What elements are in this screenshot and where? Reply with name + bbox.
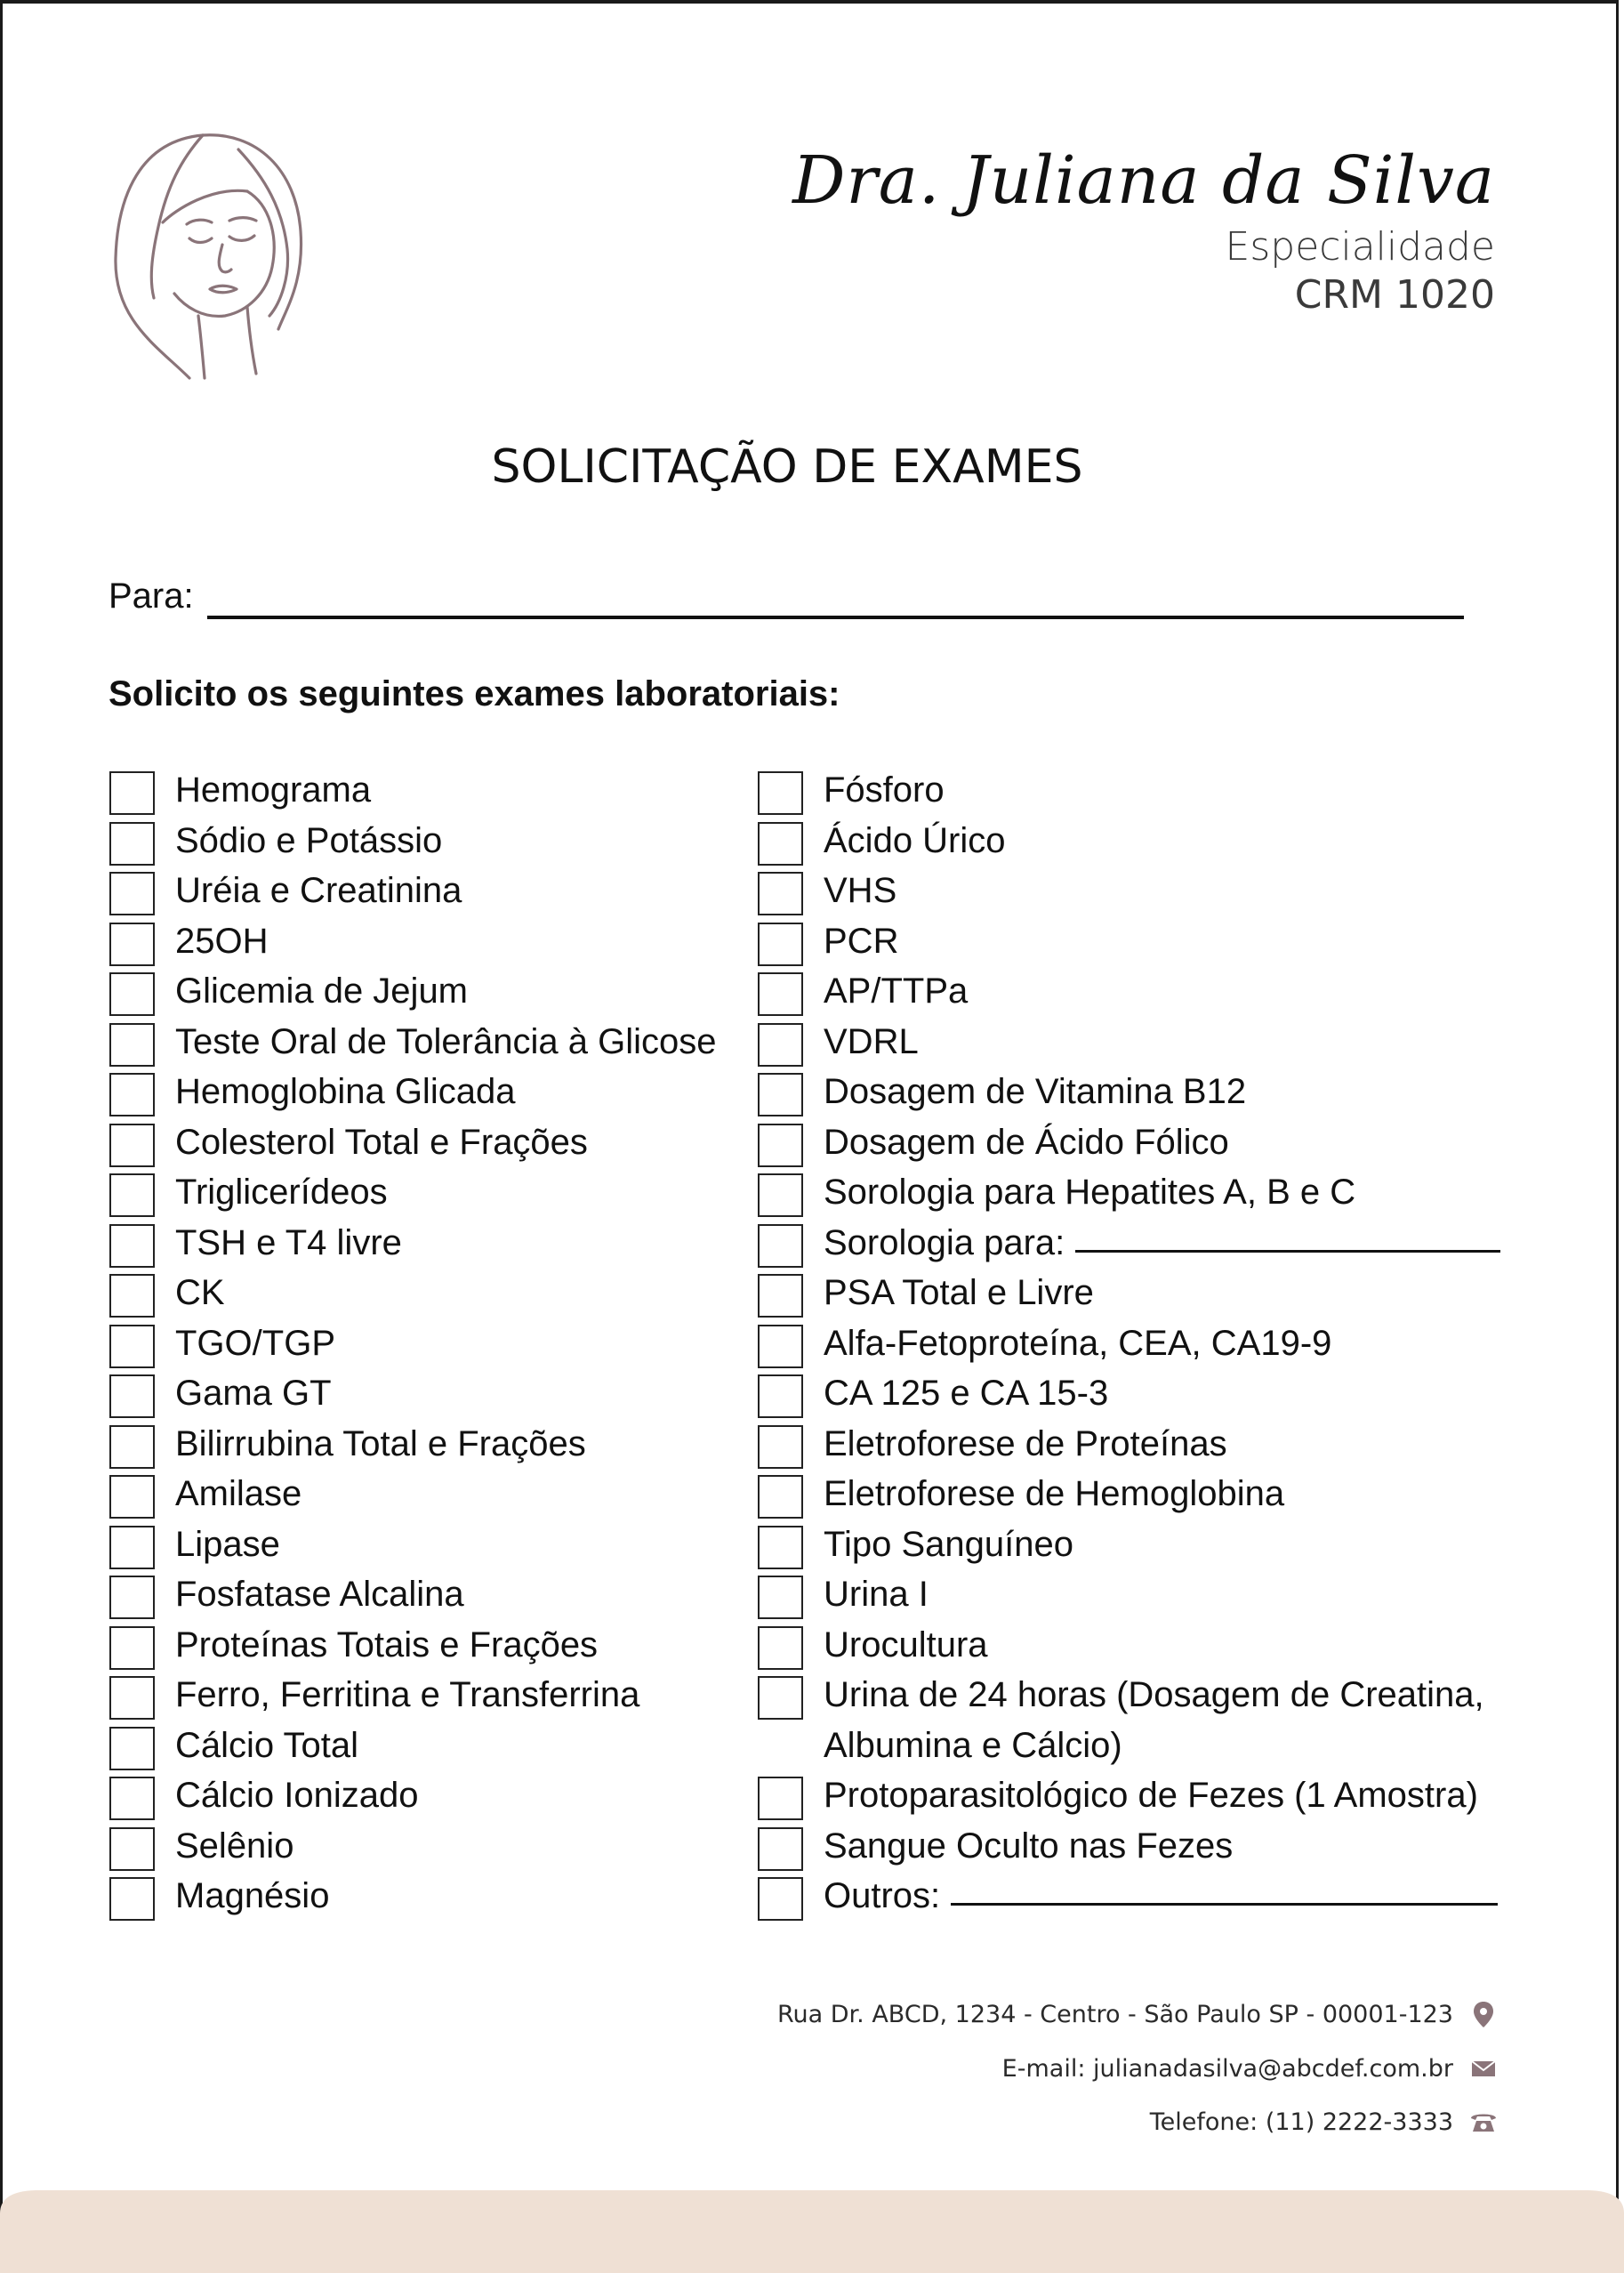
exam-item <box>758 1272 1500 1323</box>
exam-checkbox[interactable] <box>109 1425 155 1469</box>
doctor-specialty: Especialidade <box>1225 224 1495 270</box>
exam-label: Amilase <box>175 1474 302 1513</box>
exam-checkbox[interactable] <box>109 1124 155 1167</box>
exam-label: Glicemia de Jejum <box>175 971 469 1011</box>
exam-label: Sangue Oculto nas Fezes <box>824 1826 1234 1866</box>
exam-label: Alfa-Fetoproteína, CEA, CA19-9 <box>824 1323 1332 1363</box>
exam-label-with-blank <box>824 1871 1498 1922</box>
exam-checkbox[interactable] <box>109 822 155 866</box>
exam-checkbox[interactable] <box>109 1073 155 1116</box>
exam-checkbox[interactable] <box>758 1576 803 1619</box>
exam-item <box>758 1071 1500 1122</box>
exam-label: CK <box>175 1273 225 1312</box>
exam-label: AP/TTPa <box>824 971 969 1011</box>
doctor-name: Dra. Juliana da Silva <box>792 142 1495 219</box>
exam-checkbox[interactable] <box>109 872 155 915</box>
exam-label: Protoparasitológico de Fezes (1 Amostra) <box>824 1776 1478 1815</box>
exam-item <box>758 1674 1500 1775</box>
exam-item <box>109 921 716 971</box>
exam-item <box>758 1122 1500 1173</box>
exam-checkbox[interactable] <box>109 1325 155 1368</box>
exam-label: Eletroforese de Hemoglobina <box>824 1474 1285 1513</box>
exam-checkbox[interactable] <box>758 1274 803 1318</box>
address-text: Rua Dr. ABCD, 1234 - Centro - São Paulo SP - 00001-123 <box>776 2000 1453 2028</box>
exam-list-left <box>109 770 716 1926</box>
footer-address <box>777 1998 1499 2030</box>
exam-item <box>758 921 1500 971</box>
exam-label: Cálcio Ionizado <box>175 1776 419 1815</box>
exam-checkbox[interactable] <box>758 1325 803 1368</box>
exam-label: Cálcio Total <box>175 1725 359 1765</box>
exam-checkbox[interactable] <box>758 1425 803 1469</box>
exam-item <box>758 770 1500 820</box>
exam-item <box>109 1122 716 1173</box>
exam-label: Uréia e Creatinina <box>175 871 462 910</box>
exam-item <box>758 971 1500 1021</box>
exam-item <box>758 1373 1500 1423</box>
exam-item <box>758 1021 1500 1072</box>
exam-checkbox[interactable] <box>758 822 803 866</box>
recipient-label: Para: <box>109 576 194 616</box>
exam-checkbox[interactable] <box>109 1173 155 1217</box>
exam-checkbox[interactable] <box>758 1224 803 1268</box>
exam-label: Gama GT <box>175 1374 332 1413</box>
exam-label: VHS <box>824 871 897 910</box>
exam-item <box>109 1272 716 1323</box>
exam-item <box>109 820 716 871</box>
exam-item <box>109 1172 716 1222</box>
woman-face-logo-icon <box>105 125 318 383</box>
exam-checkbox[interactable] <box>109 1224 155 1268</box>
exam-item <box>109 971 716 1021</box>
exam-label: Urina de 24 horas (Dosagem de Creatina, <box>824 1675 1484 1714</box>
exam-label-multiline <box>824 1670 1484 1770</box>
exam-item <box>758 870 1500 921</box>
exam-item <box>758 1323 1500 1374</box>
exam-item <box>758 1775 1500 1826</box>
exam-item <box>109 1826 716 1876</box>
exam-label: Outros: <box>824 1876 941 1915</box>
exam-item <box>758 1624 1500 1675</box>
exam-label: Eletroforese de Proteínas <box>824 1423 1227 1463</box>
exam-checkbox[interactable] <box>109 972 155 1016</box>
exam-checkbox[interactable] <box>109 1827 155 1871</box>
exam-label: Lipase <box>175 1524 280 1564</box>
exam-label: Sorologia para: <box>824 1222 1065 1262</box>
exam-checkbox[interactable] <box>109 1626 155 1670</box>
exam-label: Sorologia para Hepatites A, B e C <box>824 1173 1356 1212</box>
exam-checkbox[interactable] <box>109 923 155 966</box>
exam-label: Hemograma <box>175 770 372 810</box>
exam-item <box>109 1624 716 1675</box>
exam-label: VDRL <box>824 1021 919 1061</box>
exam-item <box>758 1473 1500 1524</box>
exam-label: Hemoglobina Glicada <box>175 1072 516 1111</box>
exam-item <box>758 820 1500 871</box>
exam-label: Selênio <box>175 1826 294 1866</box>
exam-label: CA 125 e CA 15-3 <box>824 1374 1109 1413</box>
exam-item <box>109 1071 716 1122</box>
exam-item <box>109 1875 716 1926</box>
exam-item <box>109 1323 716 1374</box>
exam-checkbox[interactable] <box>109 1374 155 1418</box>
exam-checkbox[interactable] <box>109 1526 155 1569</box>
exam-checkbox[interactable] <box>758 1124 803 1167</box>
exam-checkbox[interactable] <box>109 771 155 815</box>
exam-label: Magnésio <box>175 1876 330 1915</box>
exam-label: PCR <box>824 921 899 961</box>
exam-checkbox[interactable] <box>758 872 803 915</box>
exam-checkbox[interactable] <box>758 1877 803 1921</box>
exam-item <box>758 1524 1500 1575</box>
exam-checkbox[interactable] <box>758 1073 803 1116</box>
footer-email <box>1002 2052 1499 2084</box>
exam-item <box>109 1373 716 1423</box>
footer-phone <box>1150 2106 1499 2138</box>
exam-item <box>758 1222 1500 1273</box>
exam-checkbox[interactable] <box>758 1626 803 1670</box>
exam-item <box>109 770 716 820</box>
exam-label: TSH e T4 livre <box>175 1222 402 1262</box>
exam-label: Teste Oral de Tolerância à Glicose <box>175 1021 717 1061</box>
phone-text: Telefone: (11) 2222-3333 <box>1149 2108 1453 2136</box>
exam-checkbox[interactable] <box>758 1777 803 1820</box>
exam-label: Dosagem de Ácido Fólico <box>824 1122 1229 1162</box>
exam-item <box>109 1524 716 1575</box>
exam-item <box>109 1775 716 1826</box>
exam-label-continued: Albumina e Cálcio) <box>824 1725 1122 1765</box>
exam-item <box>109 870 716 921</box>
exam-item <box>758 1875 1500 1926</box>
exam-checkbox[interactable] <box>758 1526 803 1569</box>
exam-checkbox[interactable] <box>758 972 803 1016</box>
exam-checkbox[interactable] <box>109 1023 155 1067</box>
exam-item <box>109 1423 716 1474</box>
recipient-input-line[interactable] <box>207 616 1464 619</box>
telephone-icon <box>1467 2106 1499 2138</box>
exam-label: Triglicerídeos <box>175 1173 388 1212</box>
exam-checkbox[interactable] <box>109 1475 155 1519</box>
exam-item <box>109 1473 716 1524</box>
exam-label: Proteínas Totais e Frações <box>175 1624 599 1664</box>
exam-item <box>109 1021 716 1072</box>
exam-label: Dosagem de Vitamina B12 <box>824 1072 1247 1111</box>
others-input-line[interactable] <box>951 1903 1498 1906</box>
doctor-crm: CRM 1020 <box>1294 272 1495 318</box>
exam-label: Ácido Úrico <box>824 820 1006 860</box>
exam-label: 25OH <box>175 921 269 961</box>
exam-checkbox[interactable] <box>109 1576 155 1619</box>
exam-item <box>109 1574 716 1624</box>
exam-checkbox[interactable] <box>758 1676 803 1720</box>
exam-checkbox[interactable] <box>109 1777 155 1820</box>
request-label: Solicito os seguintes exames laboratoriais: <box>109 674 840 713</box>
exam-item <box>109 1674 716 1725</box>
exam-label: TGO/TGP <box>175 1323 335 1363</box>
exam-checkbox[interactable] <box>109 1877 155 1921</box>
serology-input-line[interactable] <box>1075 1250 1500 1253</box>
exam-item <box>109 1725 716 1776</box>
exam-item <box>758 1826 1500 1876</box>
exam-label: Fosfatase Alcalina <box>175 1575 464 1614</box>
exam-checkbox[interactable] <box>758 1827 803 1871</box>
exam-label: Ferro, Ferritina e Transferrina <box>175 1675 640 1714</box>
email-text: E-mail: julianadasilva@abcdef.com.br <box>1001 2054 1453 2083</box>
exam-label: Tipo Sanguíneo <box>824 1524 1073 1564</box>
exam-label: Urocultura <box>824 1624 988 1664</box>
location-pin-icon <box>1467 1998 1499 2030</box>
exam-label: PSA Total e Livre <box>824 1273 1094 1312</box>
exam-checkbox[interactable] <box>758 1023 803 1067</box>
exam-item <box>758 1423 1500 1474</box>
exam-item <box>758 1172 1500 1222</box>
exam-checkbox[interactable] <box>109 1676 155 1720</box>
envelope-icon <box>1467 2052 1499 2084</box>
bottom-decorative-band <box>0 2187 1624 2273</box>
exam-checkbox[interactable] <box>758 1475 803 1519</box>
exam-checkbox[interactable] <box>758 1374 803 1418</box>
exam-label: Urina I <box>824 1575 929 1614</box>
exam-checkbox[interactable] <box>758 923 803 966</box>
exam-label: Bilirrubina Total e Frações <box>175 1423 586 1463</box>
exam-label-with-blank <box>824 1218 1500 1269</box>
exam-label: Fósforo <box>824 770 945 810</box>
exam-checkbox[interactable] <box>758 771 803 815</box>
exam-checkbox[interactable] <box>109 1274 155 1318</box>
exam-list-right <box>758 770 1500 1926</box>
exam-checkbox[interactable] <box>758 1173 803 1217</box>
exam-label: Sódio e Potássio <box>175 820 443 860</box>
exam-item <box>109 1222 716 1273</box>
exam-checkbox[interactable] <box>109 1727 155 1770</box>
exam-label: Colesterol Total e Frações <box>175 1122 588 1162</box>
exam-item <box>758 1574 1500 1624</box>
document-title: SOLICITAÇÃO DE EXAMES <box>491 440 1083 494</box>
